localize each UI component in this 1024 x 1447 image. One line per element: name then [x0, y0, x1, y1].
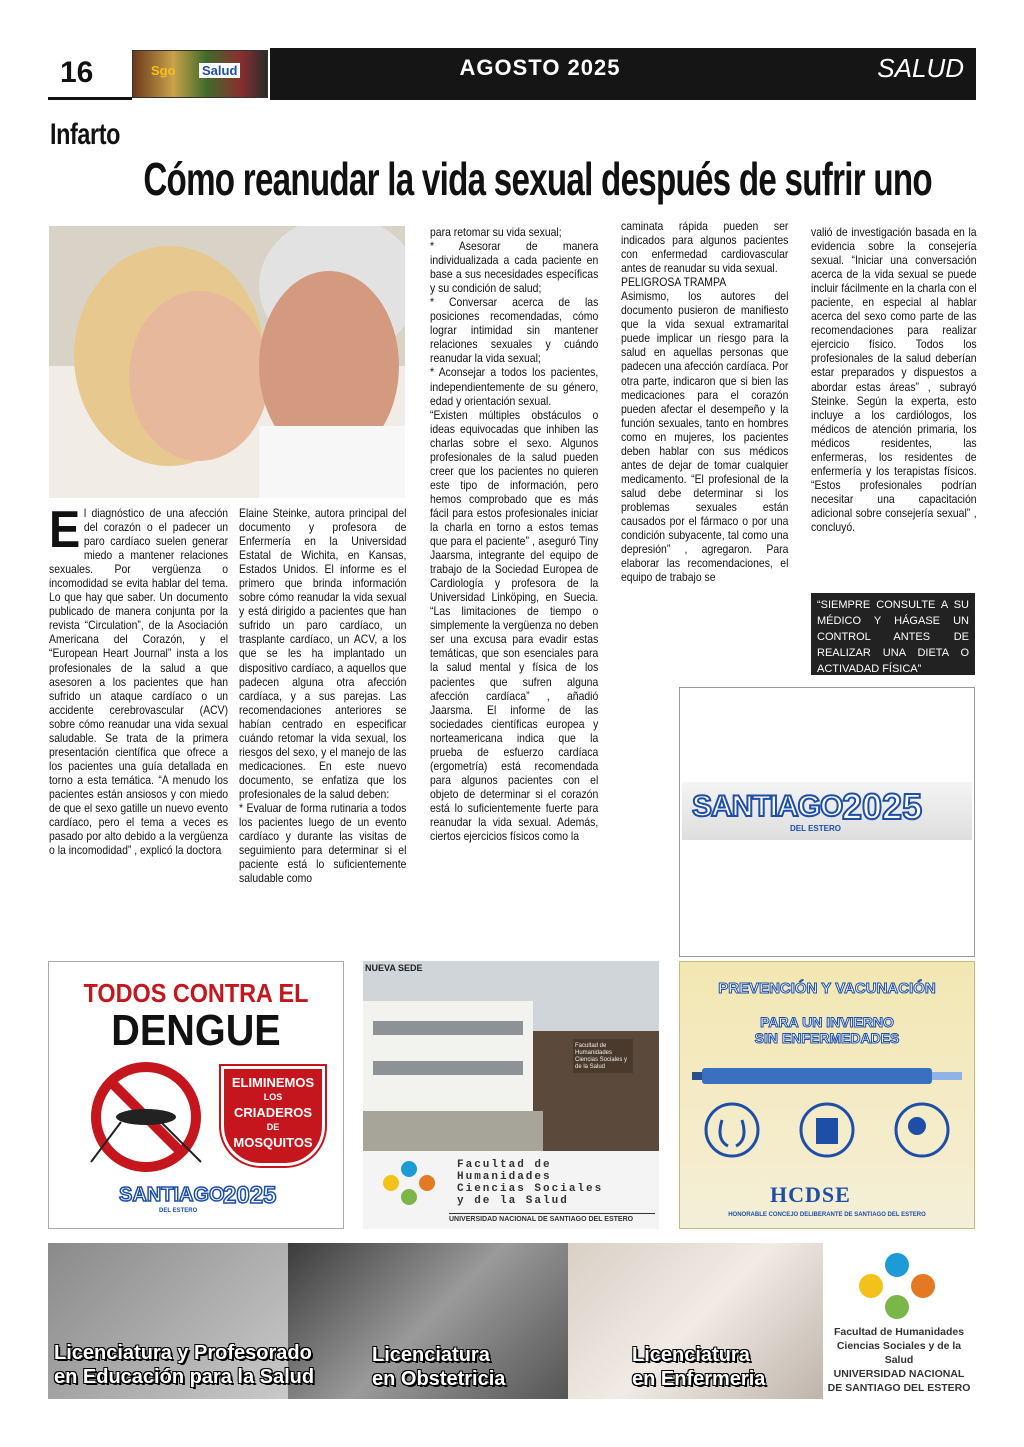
page-header	[48, 48, 976, 100]
building-sign: Facultad de Humanidades Ciencias Sociales y de la Salud	[575, 1043, 628, 1070]
banner-carreras[interactable]	[48, 1243, 975, 1399]
dengue-line2: DENGUE	[111, 1006, 281, 1055]
article-column-5	[811, 226, 977, 535]
dengue-brand	[119, 1184, 279, 1218]
shield-text: LOS	[263, 1092, 283, 1102]
header-bar	[270, 48, 976, 100]
ad-prevencion-vacunacion[interactable]	[679, 961, 975, 1229]
dengue-shield	[221, 1066, 325, 1166]
column-4-text: caminata rápida pueden ser indicados para algunos pacientes con enfermedad cardiovascular antes de reanudar su vida sexual.	[621, 220, 789, 276]
banner-career-2	[372, 1343, 505, 1391]
shield-text: MOSQUITOS	[233, 1135, 313, 1150]
column-3-para: * Conversar acerca de las posiciones recomendadas, cómo lograr intimidad sin mantener relaciones sexuales y cuándo reanudar la vida sexual;	[430, 296, 599, 366]
facultad-logo-icon	[857, 1251, 937, 1321]
banner-fac-line: Facultad de Humanidades	[833, 1326, 965, 1338]
column-5-text: valió de investigación basada en la evidencia sobre la consejería sexual. “Iniciar una conversación acerca de la vida sexual se puede incluir fácilmente en la charla con el paciente, en especial al hablar acerca del sexo como parte de las recomendaciones para realizar ejercicio físico. Todos los profesionales de la salud deberían estar preparados y dispuestos a abordar estas áreas” , subrayó Steinke. Según la experta, esto incluye a los cardiólogos, los médicos de atención primaria, los médicos residentes, las enfermeras, los residentes de enfermería y los terapistas físicos. “Estos profesionales podrían necesitar una capacitación adicional sobre consejería sexual” , concluyó.	[811, 226, 977, 534]
column-2-text: Elaine Steinke, autora principal del documento y profesora de Enfermería en la Universidad Estatal de Wichita, en Kansas, Estados Unidos. El informe es el primero que brinda información sobre cómo reanudar la vida sexual y está dirigido a pacientes que han sufrido un paro cardíaco, un trasplante cardíaco, un ACV, a los que se les ha implantado un dispositivo cardíaco, a aquellos que padecen alguna otra afección cardíaca, y a sus parejas. Las recomendaciones anteriores se habían centrado en especificar cuándo retomar la vida sexual, los riesgos del sexo, y el manejo de las medicaciones. En este nuevo documento, se enfatiza que los profesionales de la salud deben:	[239, 507, 407, 801]
brand-sub: DEL ESTERO	[159, 1208, 198, 1214]
banner-line: Licenciatura	[632, 1344, 750, 1366]
logo-text-right: Salud	[199, 63, 240, 78]
article-headline: Cómo reanudar la vida sexual después de sufrir uno	[143, 153, 932, 205]
ad-santiago-2025[interactable]	[679, 687, 975, 957]
university-name: UNIVERSIDAD NACIONAL DE SANTIAGO DEL ESTERO	[449, 1213, 655, 1223]
article-column-1	[49, 501, 229, 858]
column-3-para: * Asesorar de manera individualizada a cada paciente en base a sus necesidades específicas y su condición de salud;	[430, 240, 599, 296]
column-3-para: “Existen múltiples obstáculos o ideas equivocadas que inhiben las charlas sobre el sexo. Algunos profesionales de la salud pueden creer que los pacientes no quieren este tipo de información, pero hemos comprobado que es más fácil para estos profesionales iniciar la charla en torno a estos temas que para el paciente” , aseguró Tiny Jaarsma, integrante del equipo de trabajo de la Sociedad Europea de Cardiología y profesora de la Universidad Linköping, en Suecia. “Las limitaciones de tiempo o simplemente la vergüenza no deben ser una excusa para evadir estas temáticas, que son esenciales para la salud mental y física de los pacientes que sufren alguna afección cardíaca” , añadió Jaarsma. El informe de las sociedades científicas europea y norteamericana indica que la prueba de esfuerzo cardíaca (ergometría) está recomendada para algunos pacientes con el objeto de determinar si el corazón está lo suficientemente fuerte para reanudar la vida sexual. Además, ciertos ejercicios físicos como la	[430, 408, 599, 844]
banner-fac-line: Ciencias Sociales y de la Salud	[836, 1340, 962, 1366]
shield-text: ELIMINEMOS	[231, 1075, 315, 1090]
facultad-line: Ciencias Sociales	[457, 1183, 604, 1195]
article-column-2	[239, 507, 406, 886]
logo-text-left: Sgo	[151, 63, 176, 78]
banner-career-1	[54, 1341, 314, 1389]
subheading: PELIGROSA TRAMPA	[621, 276, 727, 290]
article-kicker: Infarto	[50, 118, 121, 151]
prev-sub-line: PARA UN INVIERNO	[760, 1014, 894, 1030]
ad-tag: NUEVA SEDE	[365, 963, 423, 973]
ad-facultad-nueva-sede[interactable]	[363, 961, 659, 1229]
santiago-sub: DEL ESTERO	[790, 824, 841, 833]
ad-dengue[interactable]	[48, 961, 344, 1229]
prev-org-full: HONORABLE CONCEJO DELIBERANTE DE SANTIAGO DEL ESTERO	[728, 1212, 926, 1218]
health-icons	[702, 1100, 952, 1162]
issue-date: AGOSTO 2025	[459, 55, 621, 80]
banner-line: en Enfermeria	[632, 1368, 766, 1390]
drop-cap: E	[49, 501, 81, 559]
facultad-line: y de la Salud	[457, 1195, 569, 1207]
syringe-icon	[692, 1058, 964, 1094]
facultad-line: Facultad de	[457, 1159, 552, 1171]
column-4-text: Asimismo, los autores del documento pusieron de manifiesto que la vida sexual extramarital puede implicar un riesgo para la salud en aquellas personas que padecen una afección cardíaca. Por otra parte, indicaron que si bien las medicaciones para el corazón pueden afectar el desempeño y la función sexuales, tanto en hombres como en mujeres, los pacientes deben hablar con sus médicos antes de dejar de tomar cualquier medicamento. “El profesional de la salud debe determinar si los problemas sexuales están causados por el fármaco o por una condición subyacente, tal como una depresión” , agregaron. Para elaborar las recomendaciones, el equipo de trabajo se	[621, 290, 789, 585]
prev-org: HCDSE	[770, 1182, 851, 1207]
santiago-year: 2025	[842, 786, 923, 827]
page-number: 16	[48, 48, 132, 100]
banner-facultad-text	[823, 1325, 975, 1395]
prev-sub-line: SIN ENFERMEDADES	[754, 1030, 900, 1046]
shield-text: CRIADEROS	[233, 1105, 312, 1120]
banner-line: en Obstetricia	[372, 1368, 506, 1390]
facultad-name	[457, 1159, 603, 1207]
column-3-para: para retomar su vida sexual;	[430, 226, 562, 239]
prev-subtitle	[680, 1014, 974, 1046]
shield-text: DE	[266, 1122, 280, 1132]
pull-quote: “SIEMPRE CONSULTE A SU MÉDICO Y HÁGASE UN CONTROL ANTES DE REALIZAR UNA DIETA O ACTIVADAD FÍSICA”	[811, 593, 975, 675]
banner-line: en Educación para la Salud	[54, 1366, 315, 1388]
facultad-logo-icon	[381, 1159, 437, 1207]
brand-word: SANTIAGO	[119, 1184, 225, 1206]
prev-title: PREVENCIÓN Y VACUNACIÓN	[718, 980, 936, 997]
column-1-text: l diagnóstico de una afección del corazón o el padecer un paro cardíaco suelen generar miedo a mantener relaciones sexuales. Por vergüenza o incomodidad se evita hablar del tema. Lo que hay que saber. Un documento publicado de manera conjunta por la revista “Circulation”, de la Asociación Americana del Corazón, y el “European Heart Journal” insta a los profesionales de la salud a que asesoren a los pacientes que han sufrido un ataque cardíaco o un accidente cerebrovascular (ACV) sobre cómo reanudar una vida sexual saludable. Se trata de la primera presentación científica que ofrece a los pacientes una guía detallada en torno a esta temática. “A menudo los pacientes están ansiosos y con miedo de que el sexo gatille un nuevo evento cardíaco, pero el tema a veces es pasado por alto debido a la vergüenza o la incomodidad” , explicó la doctora	[49, 507, 229, 858]
couple-photo-illustration	[49, 226, 405, 498]
facultad-line: Humanidades	[457, 1171, 552, 1183]
column-3-para: * Aconsejar a todos los pacientes, independientemente de su género, edad y orientación sexual.	[430, 366, 599, 408]
banner-line: Licenciatura	[372, 1344, 490, 1366]
dengue-line1: TODOS CONTRA EL	[83, 978, 309, 1008]
banner-line: Licenciatura y Profesorado	[54, 1342, 312, 1364]
ad-band	[682, 782, 972, 840]
no-mosquito-icon	[71, 1062, 221, 1172]
section-name: SALUD	[877, 53, 964, 83]
article-column-3	[430, 226, 598, 844]
banner-fac-line: DE SANTIAGO DEL ESTERO	[827, 1382, 971, 1394]
article-photo	[49, 226, 405, 498]
column-2-bullet: * Evaluar de forma rutinaria a todos los pacientes luego de un evento cardíaco y durante las visitas de seguimiento para determinar si el paciente está lo suficientemente saludable como	[239, 801, 407, 886]
brand-year: 2025	[223, 1182, 277, 1209]
banner-career-3	[632, 1343, 765, 1391]
santiago-word: SANTIAGO	[692, 790, 843, 823]
banner-fac-line: UNIVERSIDAD NACIONAL	[833, 1368, 965, 1380]
banner-logo-panel	[823, 1243, 975, 1399]
section-logo	[132, 50, 268, 98]
article-column-4	[621, 220, 788, 585]
